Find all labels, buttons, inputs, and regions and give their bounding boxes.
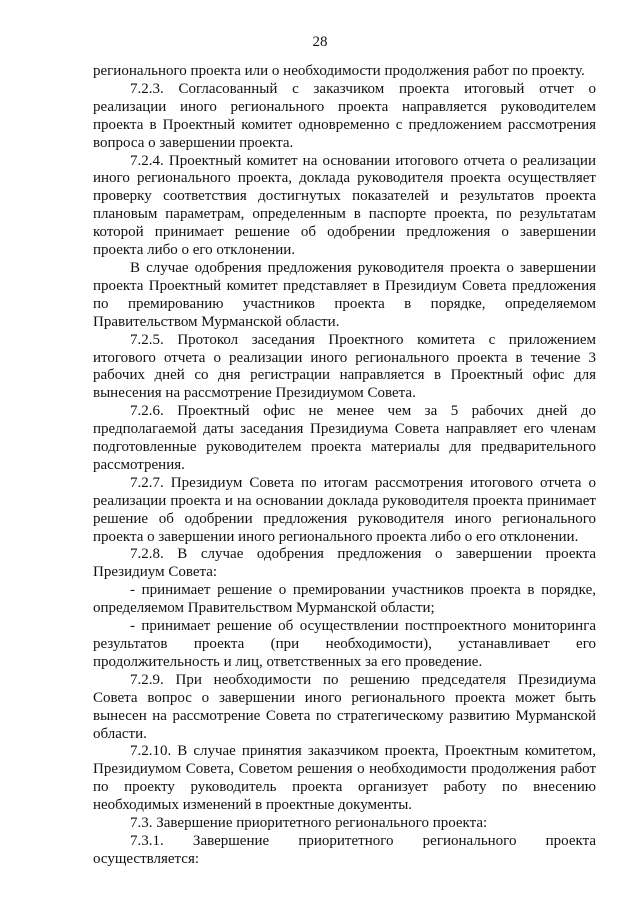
paragraph-7-2-7: 7.2.7. Президиум Совета по итогам рассмотрения итогового отчета о реализации проекта и на основании доклада руководителя проекта принимает решение об одобрении предложения руководителя иного регионального проекта о завершении иного регионального проекта либо о его отклонении.: [93, 474, 596, 545]
paragraph-7-2-6: 7.2.6. Проектный офис не менее чем за 5 рабочих дней до предполагаемой даты заседания Президиума Совета направляет его членам подготовленные руководителем проекта материалы для предварительного рассмотрения.: [93, 403, 596, 473]
paragraph-7-2-8: 7.2.8. В случае одобрения предложения о завершении проекта Президиум Совета:: [93, 546, 596, 581]
paragraph-7-2-10: 7.2.10. В случае принятия заказчиком проекта, Проектным комитетом, Президиумом Совета, Советом решения о необходимости продолжения работ по проекту руководитель проекта организует работу по внесению необходимых изменений в проектные документы.: [93, 743, 596, 814]
section-heading-7-3: 7.3. Завершение приоритетного регионального проекта:: [130, 815, 488, 832]
page-number: 28: [312, 34, 328, 50]
paragraph-7-3-1: 7.3.1. Завершение приоритетного регионального проекта осуществляется:: [93, 832, 596, 867]
list-item-premium-decision: - принимает решение о премировании участников проекта в порядке, определяемом Правительством Мурманской области;: [93, 582, 596, 617]
paragraph-7-2-3: 7.2.3. Согласованный с заказчиком проекта итоговый отчет о реализации иного регионального проекта направляется руководителем проекта в Проектный комитет одновременно с предложением рассмотрения вопроса о завершении проекта.: [93, 80, 596, 151]
paragraph-7-2-5: 7.2.5. Протокол заседания Проектного комитета с приложением итогового отчета о реализации иного регионального проекта в течение 3 рабочих дней со дня регистрации направляется в Проектный офис для вынесения на рассмотрение Президиумом Совета.: [93, 331, 596, 402]
paragraph-continuation: регионального проекта или о необходимости продолжения работ по проекту.: [93, 63, 585, 79]
document-body: [93, 63, 596, 869]
paragraph-7-2-4: 7.2.4. Проектный комитет на основании итогового отчета о реализации иного регионального проекта, доклада руководителя проекта осуществляет проверку соответствия достигнутых показателей и результатов проекта плановым параметрам, определенным в паспорте проекта, по результатам которой принимает решение об одобрении предложения о завершении проекта либо о его отклонении.: [93, 152, 596, 259]
paragraph-7-2-9: 7.2.9. При необходимости по решению председателя Президиума Совета вопрос о завершении иного регионального проекта может быть вынесен на рассмотрение Совета по стратегическому развитию Мурманской области.: [93, 671, 596, 742]
paragraph-approval-case: В случае одобрения предложения руководителя проекта о завершении проекта Проектный комитет представляет в Президиум Совета предложения по премированию участников проекта в порядке, определяемом Правительством Мурманской области.: [93, 259, 596, 330]
list-item-monitoring-decision: - принимает решение об осуществлении постпроектного мониторинга результатов проекта (при необходимости), устанавливает его продолжительность и лиц, ответственных за его проведение.: [93, 618, 596, 670]
